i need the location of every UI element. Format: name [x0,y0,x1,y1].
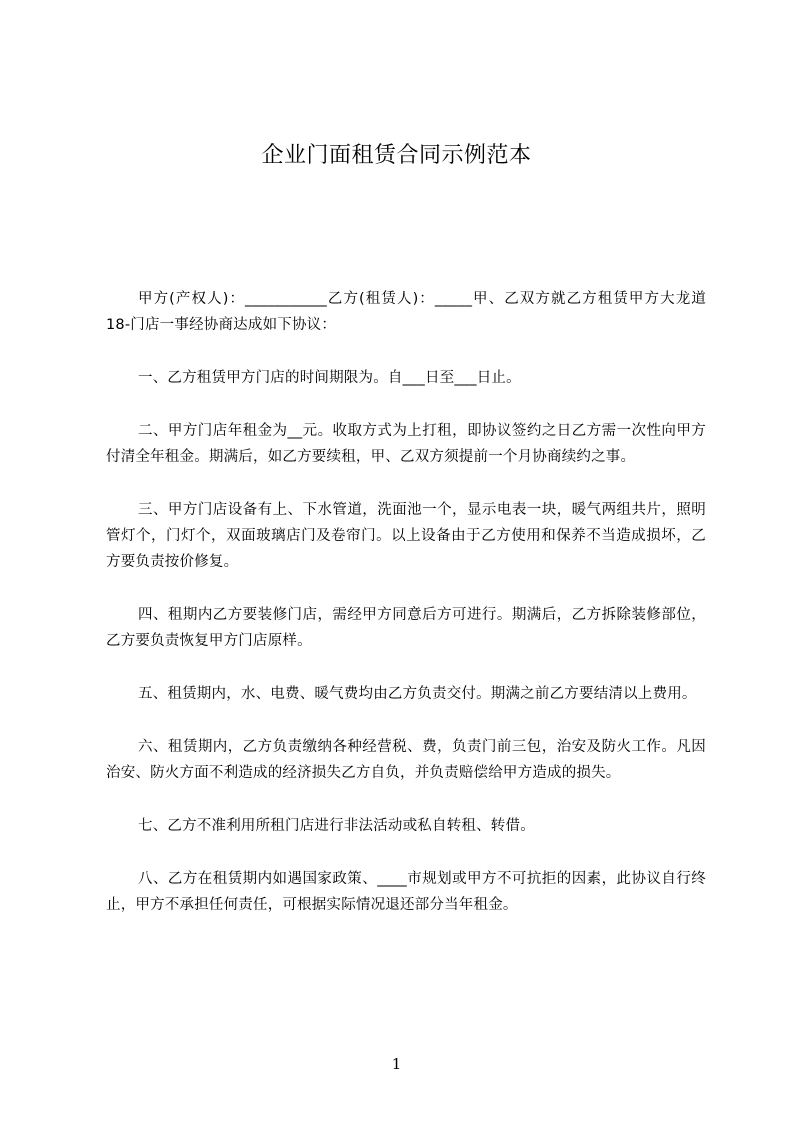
clause-2-paragraph: 二、甲方门店年租金为__元。收取方式为上打租，即协议签约之日乙方需一次性向甲方付清全年租金。期满后，如乙方要续租，甲、乙双方须提前一个月协商续约之事。 [106,423,706,465]
clause-6-paragraph: 六、租赁期内，乙方负责缴纳各种经营税、费，负责门前三包，治安及防火工作。凡因治安、防火方面不利造成的经济损失乙方自负，并负责赔偿给甲方造成的损失。 [106,739,706,781]
clause-5-paragraph: 五、租赁期内，水、电费、暖气费均由乙方负责交付。期满之前乙方要结清以上费用。 [138,686,697,702]
preamble-paragraph: 甲方(产权人)：___________乙方(租赁人)：_____甲、乙双方就乙方租赁甲方大龙道 18-门店一事经协商达成如下协议： [106,291,706,333]
clause-3-paragraph: 三、甲方门店设备有上、下水管道，洗面池一个，显示电表一块，暖气两组共片，照明管灯个，门灯个，双面玻璃店门及卷帘门。以上设备由于乙方使用和保养不当造成损坏，乙方要负责按价修复。 [106,502,706,570]
clause-8-paragraph: 八、乙方在租赁期内如遇国家政策、____市规划或甲方不可抗拒的因素，此协议自行终止，甲方不承担任何责任，可根据实际情况退还部分当年租金。 [106,871,706,913]
contract-body [106,286,706,945]
document-title: 企业门面租赁合同示例范本 [261,143,532,168]
clause-7-paragraph: 七、乙方不准利用所租门店进行非法活动或私自转租、转借。 [138,818,535,834]
clause-1-paragraph: 一、乙方租赁甲方门店的时间期限为。自___日至___日止。 [138,370,521,386]
page-number: 1 [391,1055,402,1073]
clause-4-paragraph: 四、租期内乙方要装修门店，需经甲方同意后方可进行。期满后，乙方拆除装修部位，乙方要负责恢复甲方门店原样。 [106,607,706,649]
